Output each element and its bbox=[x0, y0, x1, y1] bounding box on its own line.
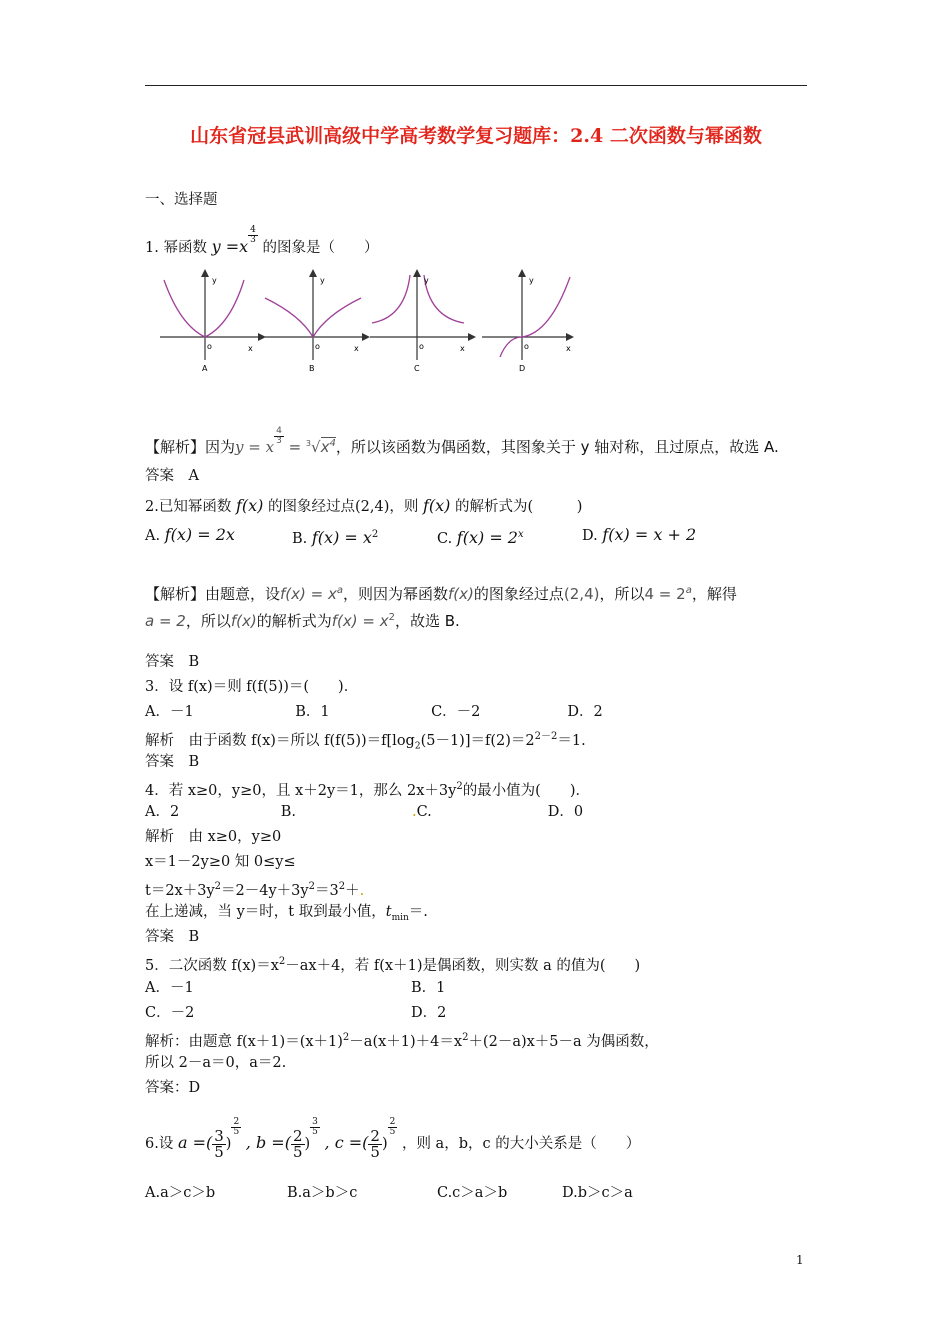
q4-answer: 答案 B bbox=[145, 929, 200, 945]
q6-option-b: B.a＞b＞c bbox=[287, 1185, 358, 1201]
graph-d-o: o bbox=[524, 342, 529, 351]
q4-analysis-3: $t=2x+3y^2=2-4y+3y^2=3^2+$. bbox=[145, 881, 365, 899]
q3-options: A．－1 B．1 C．－2 D．2 bbox=[145, 704, 603, 720]
q4-analysis-2: x＝1－2y≥0 知 0≤y≤ bbox=[145, 854, 296, 870]
graph-c-y: y bbox=[424, 276, 429, 285]
graph-b bbox=[265, 269, 370, 373]
q2-option-c: C. $f(x) = 2^x$ bbox=[437, 527, 524, 547]
q4-options: A．2 B. .C. D．0 bbox=[145, 804, 584, 820]
question-1: 1. 幂函数 y =x $\frac{4}{3}$ 的图象是（ ） bbox=[145, 225, 379, 256]
graph-b-label: B bbox=[309, 364, 315, 373]
q6-option-c: C.c＞a＞b bbox=[437, 1185, 508, 1201]
q6-option-d: D.b＞c＞a bbox=[562, 1185, 633, 1201]
question-3: 3．设 f(x)＝则 f(f(5))＝( )． bbox=[145, 679, 359, 695]
graph-a-o: o bbox=[207, 342, 212, 351]
page-number: 1 bbox=[796, 1253, 804, 1267]
question-2: 2.已知幂函数 f(x) 的图象经过点(2,4)，则 f(x) 的解析式为( ) bbox=[145, 496, 583, 515]
q1-answer: 答案 A bbox=[145, 468, 199, 484]
graph-a-x: x bbox=[248, 344, 253, 353]
q3-answer: 答案 B bbox=[145, 754, 200, 770]
q5-option-b: B．1 bbox=[411, 980, 446, 996]
q5-option-a: A．－1 bbox=[145, 980, 194, 996]
q5-analysis-1: 解析：由题意 $f(x+1)=(x+1)^2-a(x+1)+4=x^2+(2-a)x+5-a$ 为偶函数， bbox=[145, 1032, 659, 1050]
q4-analysis-1: 解析 由 x≥0，y≥0 bbox=[145, 829, 282, 845]
graph-a bbox=[160, 269, 266, 373]
q2-option-b: B. $f(x) = x^2$ bbox=[292, 527, 379, 547]
stray-mark: . bbox=[359, 882, 365, 899]
graph-a-y: y bbox=[212, 276, 217, 285]
q1-analysis: 【解析】因为y = x $\frac{4}{3}$ = $^3√x^4$，所以该函数为偶函数，其图象关于 y 轴对称，且过原点，故选 A. bbox=[145, 426, 779, 456]
graph-d bbox=[482, 269, 574, 373]
question-5: 5．二次函数 $f(x)=x^2-ax+4$，若 f(x＋1)是偶函数，则实数 a 的值为( ) bbox=[145, 956, 641, 974]
q6-option-a: A.a＞c＞b bbox=[145, 1185, 216, 1201]
graph-c-x: x bbox=[460, 344, 465, 353]
graph-d-y: y bbox=[529, 276, 534, 285]
question-6: 6.设 a =( $\frac{3}{5}$ ) $\frac{2}{5}$ , b =( $\frac{2}{5}$ ) $\frac{3}{5}$ , c =( $\frac{2}{5}$ ) $\frac{2}{5}$ ，则 a，b，c 的大小关系是（ ） bbox=[145, 1117, 641, 1161]
page-title: 山东省冠县武训高级中学高考数学复习题库：2.4 二次函数与幂函数 bbox=[190, 125, 762, 147]
graph-b-y: y bbox=[320, 276, 325, 285]
graph-c bbox=[370, 269, 476, 373]
q2-analysis-line2: a = 2，所以f(x)的解析式为$f(x) = x^2$，故选 B. bbox=[145, 612, 460, 630]
q4-analysis-4: 在上递减，当 y＝时，t 取到最小值，$t_{min}=$. bbox=[145, 904, 428, 923]
graph-d-label: D bbox=[519, 364, 526, 373]
q5-analysis-2: 所以 2－a＝0，a＝2. bbox=[145, 1055, 287, 1071]
graph-c-label: C bbox=[414, 364, 420, 373]
header-rule bbox=[145, 85, 807, 86]
graph-d-x: x bbox=[566, 344, 571, 353]
graph-b-o: o bbox=[315, 342, 320, 351]
root-radicand: $x^4$ bbox=[320, 438, 336, 456]
q2-option-a: A. f(x) = 2x bbox=[145, 525, 235, 544]
q1-graphs bbox=[150, 265, 580, 380]
question-4: 4．若 x≥0，y≥0，且 x＋2y＝1，那么 $2x+3y^2$的最小值为( )． bbox=[145, 781, 591, 799]
graph-b-x: x bbox=[354, 344, 359, 353]
q2-answer: 答案 B bbox=[145, 654, 200, 670]
q5-option-c: C．－2 bbox=[145, 1005, 195, 1021]
q2-analysis-line1: 【解析】由题意，设$f(x) = x^a$，则因为幂函数f(x)的图象经过点(2,4)，所以$4 = 2^a$，解得 bbox=[145, 585, 737, 603]
q3-analysis: 解析 由于函数 f(x)＝所以 $f(f(5))=f[\log_2(5-1)]=f(2)=2^{2-2}=1$. bbox=[145, 731, 586, 752]
section-heading: 一、选择题 bbox=[145, 192, 218, 208]
graph-a-label: A bbox=[202, 364, 208, 373]
q5-option-d: D．2 bbox=[411, 1005, 447, 1021]
graph-c-o: o bbox=[419, 342, 424, 351]
stray-mark: . bbox=[411, 804, 417, 820]
q5-answer: 答案：D bbox=[145, 1080, 201, 1096]
q2-option-d: D. f(x) = x + 2 bbox=[582, 525, 697, 544]
